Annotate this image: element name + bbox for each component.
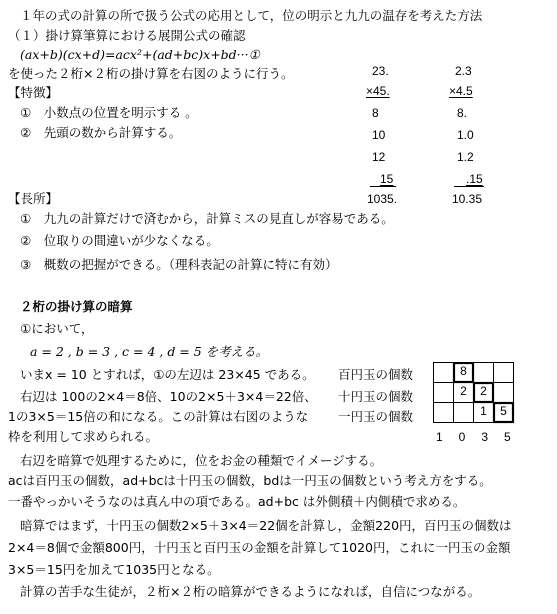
- grid-cell-2b: 2: [480, 384, 487, 398]
- feature-2: ② 先頭の数から計算する。: [20, 125, 182, 140]
- calc-a-line-3: 8: [372, 106, 379, 120]
- mental-calc-grid: [433, 362, 517, 426]
- expansion-formula: (ax+b)(cx+d)=acx²+(ad+bc)x+bd···①: [20, 47, 260, 62]
- calc-a-line-6: 15: [380, 172, 394, 186]
- coin-label-hundreds: 百円玉の個数: [338, 367, 414, 382]
- intro-title: １年の式の計算の所で扱う公式の応用として，位の明示と九九の温存を考えた方法: [20, 8, 483, 23]
- calc-a-line-5: 12: [372, 150, 386, 164]
- coin-label-ones: 一円玉の個数: [338, 409, 414, 424]
- calc-a-line-1: 23.: [372, 64, 389, 78]
- calc-b-result: 10.35: [452, 192, 483, 206]
- grid-cell-8: 8: [460, 364, 467, 378]
- calc-b-line-5: 1.2: [457, 150, 474, 164]
- s2-para-2: a = 2 , b = 3 , c = 4 , d = 5 を考える。: [30, 344, 269, 359]
- s2-para-7: 右辺を暗算で処理するために，位をお金の種類でイメージする。: [20, 453, 383, 468]
- grid-cell-2a: 2: [460, 384, 467, 398]
- s2-para-8: acは百円玉の個数，ad+bcは十円玉の個数，bdは一円玉の個数という考え方をする。: [8, 473, 492, 488]
- merit-3: ③ 概数の把握ができる。（理科表記の計算に特に有効）: [20, 257, 338, 272]
- calc-b-line-2: ×4.5: [449, 84, 473, 98]
- s2-para-5: 1の3×5＝15倍の和になる。この計算は右図のような: [8, 409, 309, 424]
- merit-1: ① 九九の計算だけで済むから，計算ミスの見直しが容易である。: [20, 211, 394, 226]
- calc-b-line-1: 2.3: [455, 64, 472, 78]
- s2-para-10: 暗算ではまず，十円玉の個数2×5＋3×4＝22個を計算し，金額220円，百円玉の個数は: [20, 518, 512, 533]
- grid-footer-result: 1 0 3 5: [436, 430, 513, 444]
- s2-para-9: 一番やっかいそうなのは真ん中の項である。ad+bc は外側積＋内側積で求める。: [8, 494, 466, 509]
- intro-line: を使った２桁×２桁の掛け算を右図のように行う。: [8, 66, 294, 81]
- features-label: 【特徴】: [8, 85, 59, 100]
- s2-para-4: 右辺は 100の2×4＝8倍、10の2×5＋3×4＝22倍、: [20, 389, 317, 404]
- section2-heading: ２桁の掛け算の暗算: [20, 299, 133, 314]
- calc-a-result: 1035.: [367, 192, 398, 206]
- s2-para-3: いまx = 10 とすれば，①の左辺は 23×45 である。: [20, 367, 315, 382]
- calc-a-line-2: ×45.: [366, 84, 390, 98]
- merits-label: 【長所】: [8, 191, 59, 206]
- s2-para-13: 計算の苦手な生徒が，２桁×２桁の暗算ができるようになれば，自信につながる。: [20, 584, 481, 599]
- feature-1: ① 小数点の位置を明示する 。: [20, 105, 198, 120]
- section1-heading: （１）掛け算筆算における展開公式の確認: [8, 28, 246, 43]
- grid-cell-1: 1: [480, 404, 487, 418]
- calc-b-line-6: .15: [466, 172, 483, 186]
- coin-label-tens: 十円玉の個数: [338, 389, 414, 404]
- calc-a-line-4: 10: [372, 128, 386, 142]
- merit-2: ② 位取りの間違いが少なくなる。: [20, 233, 219, 248]
- calc-b-line-4: 1.0: [457, 128, 474, 142]
- calc-b-line-3: 8.: [457, 106, 468, 120]
- s2-para-11: 2×4＝8個で金額800円，十円玉と百円玉の金額を計算して1020円，これに一円玉の金額: [8, 540, 511, 555]
- grid-cell-5: 5: [500, 404, 507, 418]
- s2-para-6: 枠を利用して求められる。: [8, 429, 159, 444]
- s2-para-1: ①において，: [20, 321, 94, 336]
- s2-para-12: 3×5＝15円を加えて1035円となる。: [8, 562, 220, 577]
